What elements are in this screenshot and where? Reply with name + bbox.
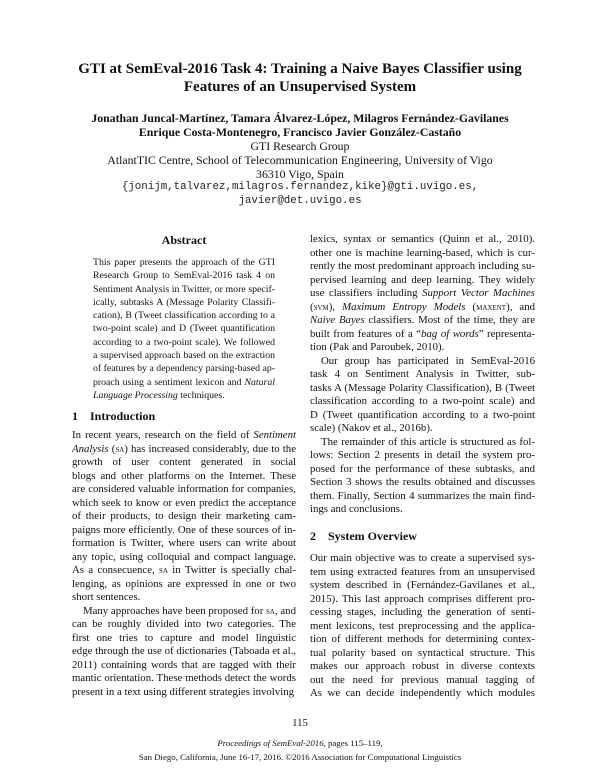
text-span: classification according to a two-point scale) and	[310, 395, 535, 407]
text-line	[310, 260, 535, 274]
text-span: Sentiment Analysis in Twitter, or more specif-	[93, 283, 275, 295]
text-span: a supervised approach based on the extraction	[93, 350, 275, 362]
text-span: , and	[274, 604, 296, 617]
text-span: tem using extracted features from an unsupervised	[310, 565, 535, 578]
text-line	[310, 579, 535, 593]
page-range: , pages 115–119,	[323, 738, 383, 748]
paragraph	[72, 429, 296, 605]
text-line	[72, 537, 296, 551]
text-line	[93, 389, 275, 402]
paragraph	[72, 605, 296, 700]
section-title: Introduction	[90, 409, 156, 423]
text-line	[310, 368, 535, 382]
text-line	[72, 686, 296, 700]
text-line	[72, 429, 296, 443]
text-span: As a consecuence,	[72, 564, 160, 576]
text-span: cessing stages, including the generation of senti-	[310, 606, 535, 618]
text-span: mantic orientation. These methods detect the words	[72, 672, 296, 684]
text-line	[310, 660, 535, 674]
text-line	[72, 618, 296, 632]
text-line	[93, 322, 275, 335]
text-line	[72, 443, 296, 457]
text-span: Our main objective was to create a supervised sys-	[310, 552, 535, 564]
text-span: tion of different methods for determining contex-	[310, 633, 535, 645]
text-line	[72, 483, 296, 497]
text-span: built from features of a “	[310, 327, 422, 340]
text-span: system described in (Fernández-Gavilanes et al.,	[310, 579, 535, 591]
text-span: makes our approach robust in diverse contexts	[310, 660, 535, 672]
text-span: ings and conclusions.	[310, 503, 403, 515]
paper-title	[0, 60, 600, 96]
italic-text: Analysis	[72, 442, 109, 455]
text-line	[93, 362, 275, 375]
text-line	[310, 314, 535, 328]
text-line	[310, 490, 535, 504]
text-line	[310, 287, 535, 301]
title-line: GTI at SemEval-2016 Task 4: Training a Naive Bayes Classifier using	[78, 61, 522, 77]
acronym: maxent	[476, 301, 507, 313]
page-number: 115	[292, 717, 308, 729]
text-span: tual polarity based on syntactical structure. This	[310, 646, 535, 659]
text-line	[72, 564, 296, 578]
text-span: D (Tweet quantification according to a two-point	[310, 408, 535, 421]
text-line	[310, 341, 535, 355]
abstract-heading: Abstract	[161, 233, 207, 247]
text-span: 2011) containing words that are tagged with their	[72, 658, 296, 671]
text-line	[93, 269, 275, 282]
affiliation	[0, 139, 600, 181]
text-span: paigns more efficiently. One of these sources of in-	[72, 523, 296, 536]
text-line	[310, 476, 535, 490]
section-number: 2	[310, 529, 316, 543]
italic-text: Language Processing	[93, 389, 178, 401]
text-span: ically, subtasks A (Message Polarity Classifi-	[93, 296, 275, 308]
section-number: 1	[72, 409, 78, 423]
text-line	[93, 376, 275, 389]
text-span: ment lexicons, test preprocessing and the applica-	[310, 619, 535, 632]
venue-copyright: San Diego, California, June 16-17, 2016. ©2016 Association for Computational Linguistics	[138, 752, 462, 762]
text-line	[72, 605, 296, 619]
text-span: of their products, to design their marketing cam-	[72, 510, 296, 522]
text-span: tion (Pak and Paroubek, 2010).	[310, 341, 445, 353]
text-line	[310, 620, 535, 634]
title-line: Features of an Unsupervised System	[183, 79, 417, 95]
text-span: In recent years, research on the field of	[72, 429, 254, 441]
text-span: techniques.	[177, 389, 225, 401]
institution: AtlantTIC Centre, School of Telecommunication Engineering, University of Vigo	[107, 153, 493, 167]
text-span: 2015). This last approach comprises different pro-	[310, 592, 535, 605]
text-line	[310, 274, 535, 288]
text-span: pervised learning and deep learning. They widely	[310, 273, 535, 286]
text-line	[72, 510, 296, 524]
text-span: lows: Section 2 presents in detail the system pro-	[310, 449, 535, 461]
text-line	[93, 256, 275, 269]
text-span: Section 3 shows the results obtained and discusses	[310, 476, 535, 488]
text-line	[72, 497, 296, 511]
text-span: Many approaches have been proposed for	[83, 604, 267, 617]
text-span: any topic, using colloquial and compact language.	[72, 550, 296, 563]
acronym: sa	[266, 605, 275, 617]
text-span: out the need for previous manual tagging of	[310, 673, 535, 686]
email-line: {jonijm,talvarez,milagros.fernandez,kike}@gti.uvigo.es,	[121, 181, 479, 193]
text-line	[310, 674, 535, 688]
paragraph	[310, 233, 535, 355]
acronym: sa	[159, 565, 168, 576]
text-span: them. Finally, Section 4 summarizes the main find-	[310, 489, 535, 502]
text-span: lenging, as opinions are expressed in one or two	[72, 577, 296, 590]
introduction-left-column	[72, 429, 296, 699]
email-line: javier@det.uvigo.es	[238, 195, 362, 207]
text-span: Our group has participated in SemEval-2016	[321, 354, 535, 367]
italic-text: Support Vector Machines	[422, 287, 535, 299]
text-line	[72, 456, 296, 470]
text-line	[310, 409, 535, 423]
author-list	[0, 111, 600, 139]
text-line	[93, 283, 275, 296]
text-line	[310, 247, 535, 261]
text-span: ),	[328, 300, 343, 313]
text-line	[310, 422, 535, 436]
text-span: lexics, syntax or semantics (Quinn et al., 2010).	[310, 233, 535, 245]
acronym: svm	[313, 301, 329, 313]
text-span: proach using a sentiment lexicon and	[93, 376, 245, 388]
text-line	[310, 503, 535, 517]
section-heading-system-overview	[310, 529, 417, 543]
text-span: according to a two-point scale). We followed	[93, 336, 275, 348]
author-line: Jonathan Juncal-Martínez, Tamara Álvarez-López, Milagros Fernández-Gavilanes	[91, 111, 509, 125]
text-span: Research Group to SemEval-2016 task 4 on	[93, 270, 275, 282]
text-span: scale) (Nakov et al., 2016b).	[310, 422, 433, 434]
text-span: tasks A (Message Polarity Classification), B (Tweet	[310, 381, 535, 394]
text-span: This paper presents the approach of the GTI	[93, 257, 275, 268]
text-line	[93, 336, 275, 349]
text-line	[310, 355, 535, 369]
text-line	[310, 301, 535, 315]
italic-text: Maximum Entropy Models	[342, 300, 466, 313]
text-span: can be roughly divided into two categories. The	[72, 618, 296, 630]
text-span: first one tries to capture and model linguistic	[72, 631, 296, 644]
italic-text: Naive Bayes	[310, 314, 365, 326]
text-span: (	[465, 300, 477, 313]
text-span: other one is machine learning-based, which is cur-	[310, 246, 535, 259]
paragraph	[310, 355, 535, 436]
text-line	[310, 382, 535, 396]
text-span: ) has increased considerably, due to the	[124, 442, 296, 455]
text-span: two-point scale) and D (Tweet quantification	[93, 323, 275, 335]
text-line	[72, 551, 296, 565]
text-line	[310, 606, 535, 620]
text-line	[310, 633, 535, 647]
text-span: rently the most predominant approach including su-	[310, 260, 535, 272]
text-line	[93, 349, 275, 362]
text-line	[72, 524, 296, 538]
text-line	[72, 578, 296, 592]
text-line	[310, 566, 535, 580]
italic-text: bag of words	[421, 327, 479, 340]
text-span: short sentences.	[72, 591, 141, 603]
text-span: formation is Twitter, where users can write about	[72, 537, 296, 549]
text-line	[310, 449, 535, 463]
paragraph	[310, 552, 535, 701]
italic-text: Natural	[244, 376, 275, 388]
text-line	[72, 591, 296, 605]
section-title: System Overview	[328, 529, 417, 543]
text-line	[310, 328, 535, 342]
text-line	[93, 296, 275, 309]
text-line	[310, 593, 535, 607]
text-span: (	[108, 442, 116, 455]
text-span: classifiers. Most of the time, they are	[364, 314, 535, 326]
text-line	[310, 647, 535, 661]
research-group: GTI Research Group	[250, 139, 350, 153]
author-emails	[0, 180, 600, 208]
text-span: The remainder of this article is structured as fol-	[321, 435, 535, 448]
proceedings-title: Proceedings of SemEval-2016	[217, 738, 324, 748]
text-line	[310, 436, 535, 450]
text-line	[72, 672, 296, 686]
text-line	[310, 687, 535, 701]
system-overview-column	[310, 552, 535, 701]
abstract-body	[93, 256, 275, 402]
text-span: (	[310, 300, 314, 313]
text-span: in Twitter is specially chal-	[167, 564, 296, 576]
text-line	[72, 470, 296, 484]
text-span: task 4 on Sentiment Analysis in Twitter, sub-	[310, 368, 535, 380]
text-line	[310, 233, 535, 247]
text-line	[310, 395, 535, 409]
text-span: use classifiers including	[310, 287, 423, 299]
footer-citation	[0, 736, 600, 764]
text-line	[93, 309, 275, 322]
text-span: cation), B (Tweet classification according to a	[93, 310, 275, 322]
introduction-right-column	[310, 233, 535, 517]
text-line	[72, 659, 296, 673]
text-line	[72, 645, 296, 659]
text-span: present in a text using different strategies involving	[72, 685, 294, 698]
text-span: ” representa-	[478, 327, 535, 340]
text-span: As we can decide independently which modules	[310, 687, 535, 699]
text-span: edge through the use of dictionaries (Taboada et al.,	[72, 645, 296, 657]
text-span: of features by a dependency parsing-based ap-	[93, 363, 275, 375]
text-span: are considered valuable information for companies,	[72, 483, 296, 495]
text-span: ), and	[506, 300, 535, 313]
text-span: posed for the performance of these subtasks, and	[310, 462, 535, 475]
text-span: which seek to know or even predict the acceptance	[72, 496, 296, 509]
paragraph	[310, 436, 535, 517]
acronym: sa	[115, 443, 125, 455]
section-heading-introduction	[72, 409, 155, 423]
text-line	[72, 632, 296, 646]
text-line	[310, 463, 535, 477]
text-span: blogs and other platforms on the Internet. These	[72, 469, 296, 482]
text-span: growth of user content generated in social	[72, 456, 296, 468]
text-line	[310, 552, 535, 566]
italic-text: Sentiment	[253, 429, 296, 441]
address: 36310 Vigo, Spain	[256, 167, 344, 181]
author-line: Enrique Costa-Montenegro, Francisco Javier González-Castaño	[138, 125, 462, 139]
